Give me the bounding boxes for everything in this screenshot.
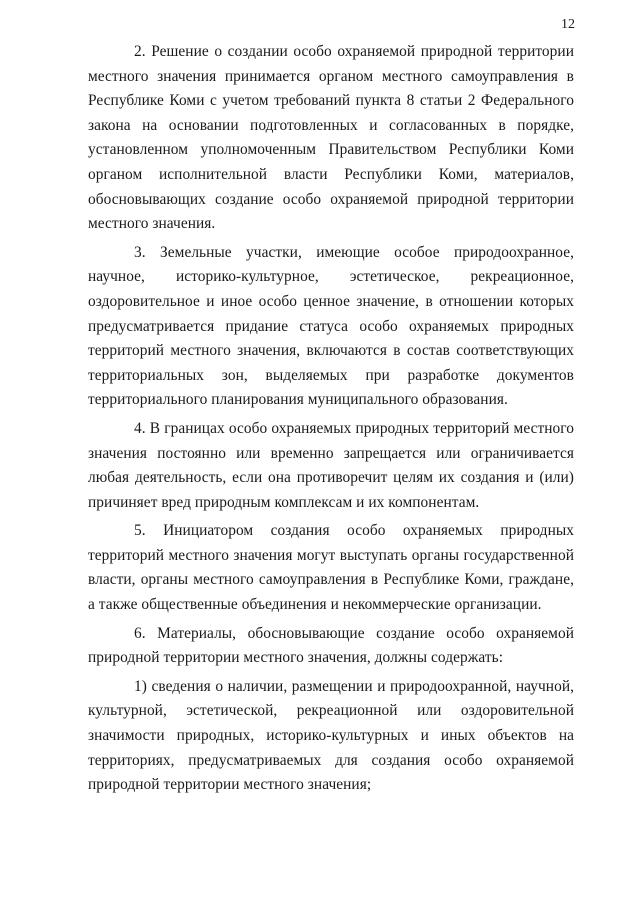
paragraph-3-land-plots: 3. Земельные участки, имеющие особое природоохранное, научное, историко-культурное, эстетическое, рекреационное, оздоровительное и иное особо ценное значение, в отношении которых предусматривается придание статуса особо охраняемых природных территорий местного значения, включаются в состав соответствующих территориальных зон, выделяемых при разработке документов территориального планирования муниципального образования.	[88, 243, 574, 409]
document-body	[88, 40, 574, 802]
paragraph-4-restrictions: 4. В границах особо охраняемых природных территорий местного значения постоянно или временно запрещается или ограничивается любая деятельность, если она противоречит целям их создания и (или) причиняет вред природным комплексам и их компонентам.	[88, 419, 574, 511]
list-item-1-information: 1) сведения о наличии, размещении и природоохранной, научной, культурной, эстетической, рекреационной или оздоровительной значимости природных, историко-культурных и иных объектов на территориях, предусматриваемых для создания особо охраняемой природной территории местного значения;	[88, 677, 574, 794]
paragraph-6-materials: 6. Материалы, обосновывающие создание особо охраняемой природной территории местного значения, должны содержать:	[88, 624, 574, 667]
paragraph-2-decision: 2. Решение о создании особо охраняемой природной территории местного значения принимается органом местного самоуправления в Республике Коми с учетом требований пункта 8 статьи 2 Федерального закона на основании подготовленных и согласованных в порядке, установленном уполномоченным Правительством Республики Коми органом исполнительной власти Республики Коми, материалов, обосновывающих создание особо охраняемой природной территории местного значения.	[88, 43, 574, 233]
page-number: 12	[561, 17, 575, 32]
paragraph-5-initiators: 5. Инициатором создания особо охраняемых природных территорий местного значения могут выступать органы государственной власти, органы местного самоуправления в Республике Коми, граждане, а также общественные объединения и некоммерческие организации.	[88, 522, 574, 614]
